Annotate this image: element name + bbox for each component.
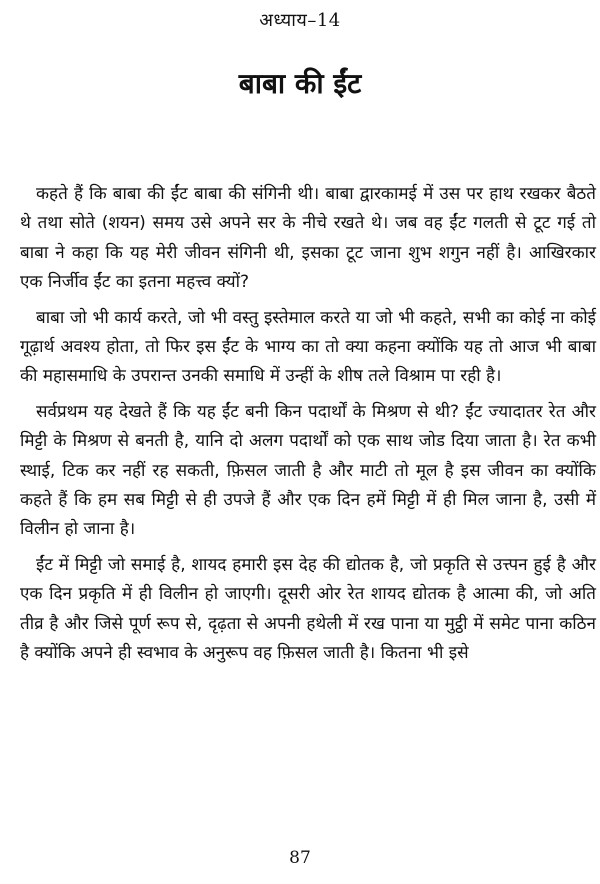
paragraph-3: सर्वप्रथम यह देखते हैं कि यह ईंट बनी किन पदार्थों के मिश्रण से थी? ईंट ज्यादातर रेत और मिट्टी के मिश्रण से बनती है, यानि दो अलग पदार्थों को एक साथ जोड दिया जाता है। रेत कभी स्थाई, टिक कर नहीं रह सकती, फ़िसल जाती है और माटी तो मूल है इस जीवन का क्योंकि कहते हैं कि हम सब मिट्टी से ही उपजे हैं और एक दिन हमें मिट्टी में ही मिल जाना है, उसी में विलीन हो जाना है।: [20, 401, 596, 540]
chapter-label: अध्याय–14: [259, 10, 341, 31]
paragraph-2: बाबा जो भी कार्य करते, जो भी वस्तु इस्तेमाल करते या जो भी कहते, सभी का कोई ना कोई गूढ़ार्थ अवश्य होता, तो फिर इस ईंट के भाग्य का तो क्या कहना क्योंकि यह तो आज भी बाबा की महासमाधि के उपरान्त उनकी समाधि में उन्हीं के शीष तले विश्राम पा रही है।: [20, 307, 596, 387]
chapter-title: बाबा की ईंट: [238, 67, 362, 100]
body-text: [20, 180, 596, 675]
paragraph-1: कहते हैं कि बाबा की ईंट बाबा की संगिनी थी। बाबा द्वारकामई में उस पर हाथ रखकर बैठते थे तथा सोते (शयन) समय उसे अपने सर के नीचे रखते थे। जब वह ईंट गलती से टूट गई तो बाबा ने कहा कि यह मेरी जीवन संगिनी थी, इसका टूट जाना शुभ शगुन नहीं है। आखिरकार एक निर्जीव ईंट का इतना महत्त्व क्यों?: [20, 184, 596, 293]
page-number: 87: [289, 848, 311, 868]
paragraph-4: ईंट में मिट्टी जो समाई है, शायद हमारी इस देह की द्योतक है, जो प्रकृति से उत्त्पन हुई है और एक दिन प्रकृति में ही विलीन हो जाएगी। दूसरी ओर रेत शायद द्योतक है आत्मा की, जो अति तीव्र है और जिसे पूर्ण रूप से, दृढ़ता से अपनी हथेली में रख पाना या मुट्ठी में समेट पाना कठिन है क्योंकि अपने ही स्वभाव के अनुरूप वह फ़िसल जाती है। कितना भी इसे: [20, 554, 596, 664]
